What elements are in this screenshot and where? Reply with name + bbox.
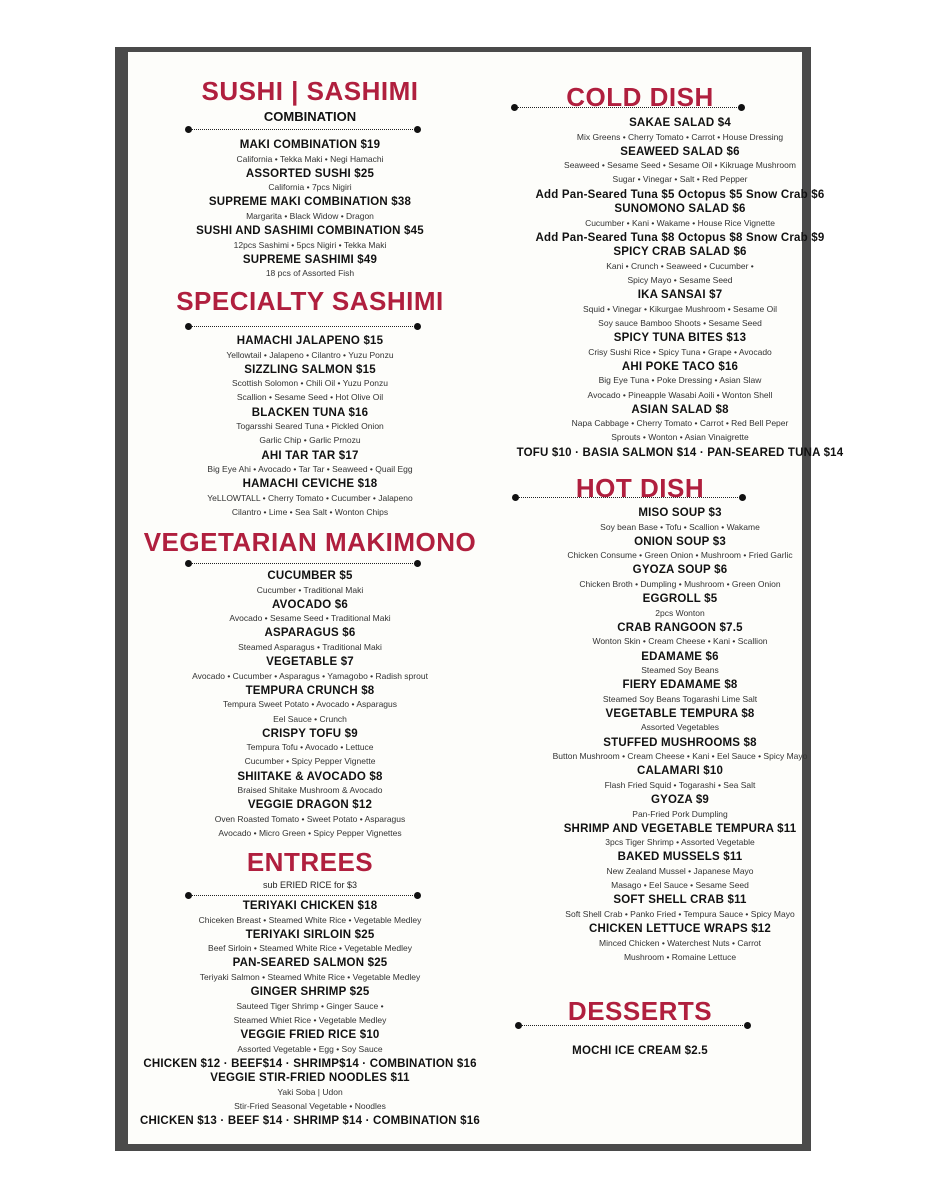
menu-item-description: Tempura Tofu • Avocado • Lettuce	[246, 742, 374, 753]
menu-item-description: Teriyaki Salmon • Steamed White Rice • Vegetable Medley	[199, 971, 421, 982]
menu-item-name: AHI POKE TACO $16	[621, 360, 739, 373]
menu-item-name: SHIITAKE & AVOCADO $8	[237, 770, 383, 783]
specialty-divider	[185, 326, 421, 328]
vegetarian-divider	[185, 563, 421, 565]
menu-item-description: Scallion • Sesame Seed • Hot Olive Oil	[236, 392, 384, 403]
menu-item-description: Pan-Fried Pork Dumpling	[632, 808, 728, 819]
menu-item-description: Sauteed Tiger Shrimp • Ginger Sauce •	[236, 1000, 384, 1011]
menu-item-name: Add Pan-Seared Tuna $8 Octopus $8 Snow Crab $9	[535, 231, 825, 244]
menu-item-name: GYOZA $9	[650, 794, 710, 806]
menu-item-name: SPICY CRAB SALAD $6	[613, 246, 747, 259]
menu-item-description: Margarita • Black Widow • Dragon	[246, 210, 374, 221]
menu-item-name: STUFFED MUSHROOMS $8	[603, 736, 757, 749]
menu-item-name: ASPARAGUS $6	[264, 627, 356, 640]
menu-item-description: Garlic Chip • Garlic Prnozu	[259, 435, 361, 446]
hot-title: HOT DISH	[575, 473, 705, 503]
menu-item-description: Avocado • Micro Green • Spicy Pepper Vignettes	[218, 828, 402, 838]
menu-item-description: 2pcs Wonton	[655, 607, 705, 618]
menu-item-description: Mix Greens • Cherry Tomato • Carrot • House Dressing	[576, 131, 784, 142]
menu-item-name: TERIYAKI SIRLOIN $25	[245, 928, 375, 941]
menu-item-description: Big Eye Tuna • Poke Dressing • Asian Slaw	[598, 375, 762, 386]
menu-item-description: Togarsshi Seared Tuna • Pickled Onion	[236, 421, 384, 432]
menu-item-description: Steamed Asparagus • Traditional Maki	[238, 641, 382, 652]
menu-item-description: Stir-Fried Seasonal Vegetable • Noodles	[234, 1100, 386, 1111]
menu-item-name: CRISPY TOFU $9	[262, 727, 358, 740]
menu-item-name: VEGGIE DRAGON $12	[247, 799, 373, 812]
menu-item-description: Soft Shell Crab • Panko Fried • Tempura Sauce • Spicy Mayo	[565, 908, 795, 919]
entrees-note: sub ERIED RICE for $3	[262, 880, 358, 890]
menu-item-name: HAMACHI CEVICHE $18	[242, 478, 378, 491]
menu-item-name: VEGGIE FRIED RICE $10	[240, 1029, 380, 1041]
menu-item-description: Avocado • Sesame Seed • Traditional Maki	[229, 613, 391, 624]
menu-item-description: Seaweed • Sesame Seed • Sesame Oil • Kikruage Mushroom	[564, 160, 796, 171]
menu-item-description: Masago • Eel Sauce • Sesame Seed	[611, 880, 749, 891]
menu-item-description: Braised Shitake Mushroom & Avocado	[237, 785, 383, 796]
sushi-divider	[185, 129, 421, 131]
menu-item-description: New Zealand Mussel • Japanese Mayo	[606, 865, 754, 876]
menu-item-name: SOFT SHELL CRAB $11	[613, 894, 747, 907]
menu-item-name: AVOCADO $6	[272, 598, 348, 611]
hot-divider	[512, 497, 746, 499]
menu-item-name: FIERY EDAMAME $8	[622, 679, 738, 692]
menu-item-description: Cucumber • Spicy Pepper Vignette	[244, 756, 376, 767]
menu-item-description: Steamed Soy Beans	[641, 665, 719, 675]
menu-item-name: TOFU $10 · BASIA SALMON $14 · PAN-SEARED TUNA $14	[516, 446, 844, 459]
menu-item-description: Yellowtail • Jalapeno • Cilantro • Yuzu Ponzu	[226, 349, 394, 360]
menu-item-description: Kani • Crunch • Seaweed • Cucumber •	[606, 260, 754, 271]
menu-item-name: EDAMAME $6	[641, 650, 719, 663]
menu-item-name: ONION SOUP $3	[634, 535, 726, 548]
menu-item-description: Steamed Soy Beans Togarashi Lime Salt	[602, 693, 758, 704]
menu-item-description: Wonton Skin • Cream Cheese • Kani • Scallion	[592, 636, 768, 647]
menu-item-description: California • Tekka Maki • Negi Hamachi	[236, 153, 384, 164]
menu-item-description: Yaki Soba | Udon	[277, 1086, 343, 1097]
menu-item-name: MISO SOUP $3	[638, 507, 722, 519]
menu-item-name: SUPREME MAKI COMBINATION $38	[208, 196, 412, 209]
sushi-subtitle: COMBINATION	[263, 109, 357, 124]
sushi-title: SUSHI | SASHIMI	[201, 76, 419, 106]
menu-item-name: ASIAN SALAD $8	[631, 403, 729, 416]
desserts-title: DESSERTS	[567, 996, 713, 1026]
menu-item-name: BAKED MUSSELS $11	[617, 851, 743, 864]
menu-item-description: Chiceken Breast • Steamed White Rice • Vegetable Medley	[198, 914, 422, 925]
menu-item-description: Flash Fried Squid • Togarashi • Sea Salt	[604, 779, 756, 790]
menu-item-description: Eel Sauce • Crunch	[273, 713, 347, 724]
menu-item-description: Spicy Mayo • Sesame Seed	[627, 275, 733, 285]
menu-item-description: Tempura Sweet Potato • Avocado • Asparagus	[222, 699, 397, 710]
specialty-title: SPECIALTY SASHIMI	[176, 286, 444, 316]
menu-item-description: Button Mushroom • Cream Cheese • Kani • Eel Sauce • Spicy Mayo	[552, 751, 808, 762]
menu-item-description: Chicken Broth • Dumpling • Mushroom • Green Onion	[579, 578, 781, 589]
menu-item-description: Soy sauce Bamboo Shoots • Sesame Seed	[598, 317, 762, 328]
menu-item-name: CHICKEN LETTUCE WRAPS $12	[589, 923, 771, 935]
menu-item-name: MOCHI ICE CREAM $2.5	[572, 1045, 708, 1057]
menu-item-name: ASSORTED SUSHI $25	[245, 167, 375, 180]
menu-item-name: SHRIMP AND VEGETABLE TEMPURA $11	[563, 822, 797, 835]
menu-item-name: VEGETABLE TEMPURA $8	[605, 707, 755, 720]
menu-item-name: SIZZLING SALMON $15	[244, 363, 376, 376]
cold-title: COLD DISH	[566, 82, 714, 112]
menu-item-name: Add Pan-Seared Tuna $5 Octopus $5 Snow Crab $6	[535, 188, 825, 201]
menu-item-name: CRAB RANGOON $7.5	[617, 621, 743, 634]
menu-item-name: SAKAE SALAD $4	[629, 117, 731, 129]
menu-item-name: PAN-SEARED SALMON $25	[232, 957, 388, 970]
menu-item-name: MAKI COMBINATION $19	[239, 139, 381, 151]
menu-item-name: TEMPURA CRUNCH $8	[245, 684, 375, 697]
menu-item-description: Cucumber • Kani • Wakame • House Rice Vignette	[585, 217, 775, 228]
menu-item-name: SEAWEED SALAD $6	[620, 145, 740, 158]
menu-item-name: EGGROLL $5	[642, 593, 718, 606]
menu-item-description: Big Eye Ahi • Avocado • Tar Tar • Seaweed • Quail Egg	[207, 464, 413, 474]
menu-item-name: SUPREME SASHIMI $49	[242, 253, 378, 266]
menu-item-name: AHI TAR TAR $17	[261, 449, 359, 462]
menu-item-name: TERIYAKI CHICKEN $18	[242, 900, 378, 912]
menu-item-description: Cucumber • Traditional Maki	[256, 584, 364, 595]
menu-item-description: Squid • Vinegar • Kikurgae Mushroom • Sesame Oil	[583, 303, 777, 314]
desserts-divider	[515, 1025, 751, 1027]
cold-divider	[511, 107, 745, 109]
entrees-divider	[185, 895, 421, 897]
menu-item-description: Oven Roasted Tomato • Sweet Potato • Asparagus	[214, 813, 406, 824]
menu-item-name: GYOZA SOUP $6	[632, 564, 728, 577]
menu-item-description: 3pcs Tiger Shrimp • Assorted Vegetable	[605, 837, 755, 848]
menu-item-name: CALAMARI $10	[636, 765, 724, 778]
vegetarian-title: VEGETARIAN MAKIMONO	[143, 527, 477, 557]
menu-item-description: Avocado • Pineapple Wasabi Aoili • Wonton Shell	[587, 389, 773, 400]
menu-item-name: SUSHI AND SASHIMI COMBINATION $45	[196, 225, 424, 238]
menu-item-name: GINGER SHRIMP $25	[250, 986, 370, 999]
menu-item-name: HAMACHI JALAPENO $15	[236, 335, 384, 347]
menu-item-description: California • 7pcs Nigiri	[268, 182, 352, 193]
menu-item-name: SUNOMONO SALAD $6	[614, 203, 746, 216]
menu-item-description: Beef Sirloin • Steamed White Rice • Vegetable Medley	[208, 943, 412, 954]
menu-item-description: Assorted Vegetable • Egg • Soy Sauce	[237, 1043, 383, 1054]
menu-item-description: Chicken Consume • Green Onion • Mushroom • Fried Garlic	[567, 550, 793, 561]
menu-item-name: BLACKEN TUNA $16	[251, 406, 369, 419]
menu-item-description: Cilantro • Lime • Sea Salt • Wonton Chips	[231, 506, 389, 517]
menu-item-description: Minced Chicken • Waterchest Nuts • Carrot	[599, 937, 761, 948]
menu-item-description: Sugar • Vinegar • Salt • Red Pepper	[612, 174, 748, 185]
menu-item-description: Steamed Whiet Rice • Vegetable Medley	[233, 1014, 387, 1025]
menu-item-description: 12pcs Sashimi • 5pcs Nigiri • Tekka Maki	[233, 239, 387, 250]
menu-item-description: Scottish Solomon • Chili Oil • Yuzu Ponzu	[231, 378, 389, 389]
menu-item-name: VEGETABLE $7	[266, 656, 354, 669]
menu-item-name: IKA SANSAI $7	[637, 289, 723, 302]
menu-item-name: SPICY TUNA BITES $13	[613, 332, 747, 345]
menu-item-description: YeLLOWTALL • Cherry Tomato • Cucumber • Jalapeno	[207, 492, 413, 503]
menu-item-name: VEGGIE STIR-FRIED NOODLES $11	[210, 1072, 410, 1085]
menu-item-name: CHICKEN $13 · BEEF $14 · SHRIMP $14 · COMBINATION $16	[140, 1115, 480, 1128]
menu-item-description: Napa Cabbage • Cherry Tomato • Carrot • Red Bell Peper	[571, 418, 789, 429]
menu-item-description: Assorted Vegetables	[641, 722, 719, 733]
menu-item-description: Sprouts • Wonton • Asian Vinaigrette	[611, 432, 749, 443]
menu-item-name: CHICKEN $12 · BEEF$14 · SHRIMP$14 · COMBINATION $16	[143, 1057, 477, 1070]
menu-item-description: Crisy Sushi Rice • Spicy Tuna • Grape • Avocado	[588, 346, 772, 357]
menu-item-description: Mushroom • Romaine Lettuce	[623, 951, 737, 962]
menu-item-description: 18 pcs of Assorted Fish	[265, 268, 355, 279]
menu-item-description: Soy bean Base • Tofu • Scallion • Wakame	[600, 521, 760, 532]
menu-item-description: Avocado • Cucumber • Asparagus • Yamagobo • Radish sprout	[192, 670, 428, 681]
entrees-title: ENTREES	[246, 847, 374, 877]
menu-item-name: CUCUMBER $5	[267, 570, 353, 582]
